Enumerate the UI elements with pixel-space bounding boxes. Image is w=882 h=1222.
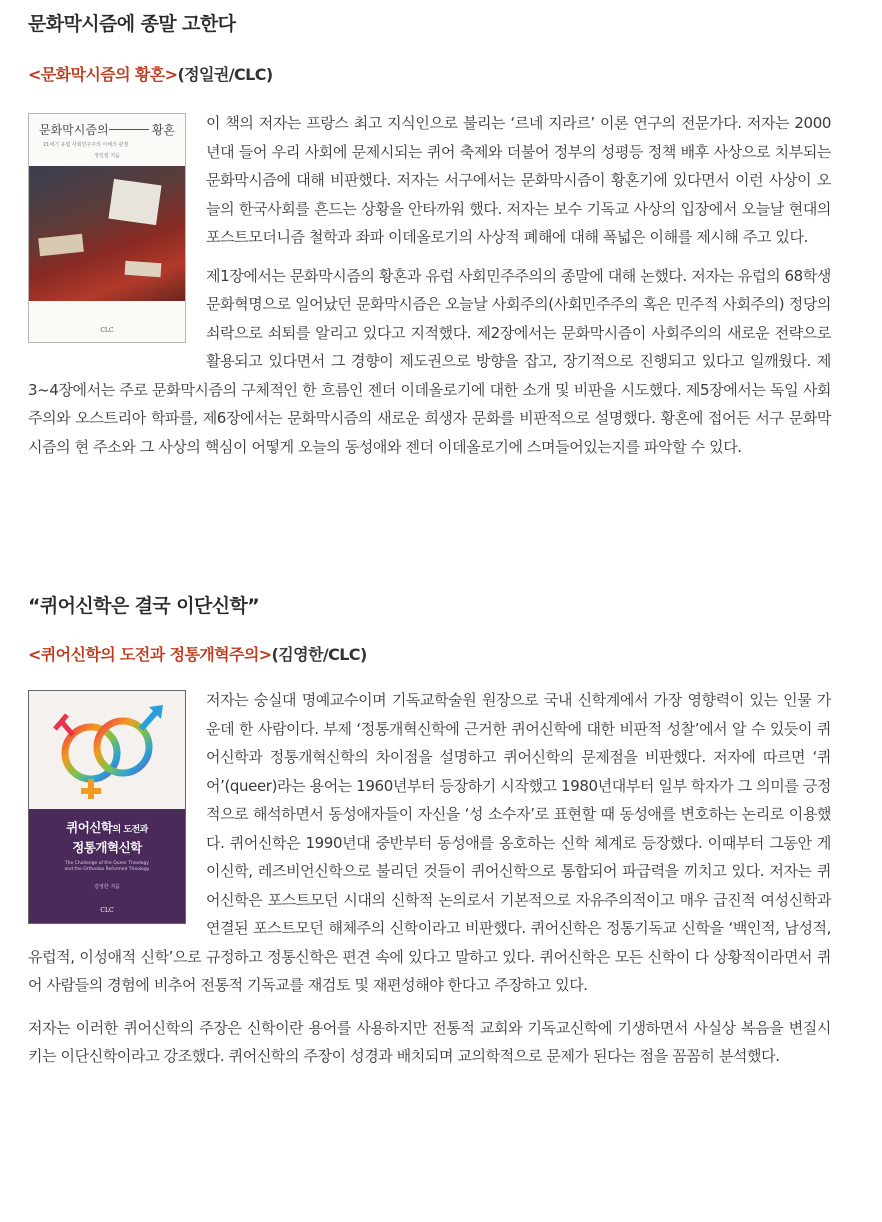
article1-book-line [28,62,273,85]
article1-book-cover [28,113,186,343]
article2-book-title: <퀴어신학의 도전과 정통개혁주의> [28,645,272,664]
gender-symbols-icon [29,691,185,809]
cover1-photo-sign [108,179,161,225]
cover2-title-main: 퀴어신학 [66,820,113,835]
article1-paragraph-1: 이 책의 저자는 프랑스 최고 지식인으로 불리는 ‘르네 지라르’ 이론 연구의 전문가다. 저자는 2000년대 들어 우리 사회에 문제시되는 퀴어 축제와 더불어 정부의 성평등 정책 배후 사상으로 치부되는 문화막시즘에 대해 비판했다. 저자는 서구에서는 문화막시즘이 황혼기에 있다면서 이런 사상이 오늘의 한국사회를 흔드는 상황을 안타까워 했다. 저자는 보수 기독교 사상의 입장에서 오늘날 현대의 포스트모더니즘 철학과 좌파 이데올로기의 사상적 폐해에 대해 폭넓은 이해를 제시해 주고 있다. [206,114,831,246]
article1-paragraph-2: 제1장에서는 문화막시즘의 황혼과 유럽 사회민주주의의 종말에 대해 논했다. 저자는 유럽의 68학생문화혁명으로 일어났던 문화막시즘은 오늘날 사회주의(사회민주주의 혹은 민주적 사회주의) 정당의 쇠락으로 쇠퇴를 알리고 있다고 지적했다. 제2장에서는 문화막시즘이 사회주의의 새로운 전략으로 활용되고 있다면서 그 경향이 제도권으로 방향을 잡고, 장기적으로 진행되고 있다고 일깨웠다. 제3~4장에서는 주로 문화막시즘의 구체적인 한 흐름인 젠더 이데올로기에 대한 소개 및 비판을 시도했다. 제5장에서는 독일 사회주의와 오스트리아 학파를, 제6장에서는 문화막시즘의 새로운 희생자 문화를 비판적으로 설명했다. 황혼에 접어든 서구 문화막시즘의 현 주소와 그 사상의 핵심이 어떻게 오늘의 동성애와 젠더 이데올로기에 스며들어있는지를 파악할 수 있다. [28,266,831,456]
cover1-protest-photo [29,166,185,301]
cover2-title [29,819,185,857]
cover1-photo-sign [38,234,84,257]
article1-body [28,113,831,461]
article1-book-author: (정일권/CLC) [177,65,273,84]
article2-paragraph-1: 저자는 숭실대 명예교수이며 기독교학술원 원장으로 국내 신학계에서 가장 영향력이 있는 인물 가운데 한 사람이다. 부제 ‘정통개혁신학에 근거한 퀴어신학에 대한 비판적 성찰’에서 알 수 있듯이 퀴어신학과 정통개혁신학의 차이점을 설명하고 퀴어신학의 문제점을 비판했다. 저자에 따르면 ‘퀴어’(queer)라는 용어는 1960년부터 등장하기 시작했고 1980년대부터 일부 학자가 그 의미를 긍정적으로 해석하면서 동성애자들이 자신을 ‘성 소수자’로 표현할 때 동성애를 변호하는 논리로 이용했다. 퀴어신학은 1990년대 중반부터 동성애를 옹호하는 신학 체계로 등장했다. 이때부터 그동안 게이신학, 레즈비언신학으로 불리던 것들이 퀴어신학으로 통합되어 파급력을 끼치고 있다. 저자는 퀴어신학은 포스트모던 시대의 신학적 논의로서 기본적으로 자유주의적이고 매우 급진적 여성신학과 연결된 포스트모던 해체주의 신학이라고 비판했다. 퀴어신학은 정통기독교 신학을 ‘백인적, 남성적, 유럽적, 이성애적 신학’으로 규정하고 정통신학은 편견 속에 있다고 말하고 있다. 퀴어신학은 모든 신학이 다 상황적이라면서 퀴어 사람들의 경험에 비추어 전통적 기독교를 재검토 및 재편성해야 한다고 주장하고 있다. [28,691,831,994]
article1-heading: 문화막시즘에 종말 고한다 [28,13,236,35]
cover2-english-line1: The Challenge of the Queer Theology [64,861,150,866]
cover2-symbol-area [29,691,185,809]
cover1-publisher: CLC [100,327,114,334]
article2-book-author: (김영한/CLC) [271,645,367,664]
article2-heading: “퀴어신학은 결국 이단신학” [28,595,260,617]
cover2-title-line2: 정통개혁신학 [72,840,142,855]
cover2-title-small: 의 도전과 [112,825,148,835]
cover1-title-right: 황혼 [151,123,175,137]
article2-paragraph-2: 저자는 이러한 퀴어신학의 주장은 신학이란 용어를 사용하지만 전통적 교회와 기독교신학에 기생하면서 사실상 복음을 변질시키는 이단신학이라고 강조했다. 퀴어신학의 주장이 성경과 배치되며 교의학적으로 문제가 된다는 점을 꼼꼼히 분석했다. [28,1018,831,1065]
article1-book-title: <문화막시즘의 황혼> [28,65,178,84]
article2-book-line [28,642,367,665]
cover2-english-title [29,861,185,873]
cover1-photo-sign [125,261,162,277]
cover1-author: 정일권 지음 [94,153,120,159]
article2-body [28,690,831,1071]
cover2-author: 김영한 지음 [94,884,120,890]
cover1-title-rule [109,129,149,130]
cover2-publisher: CLC [100,907,114,914]
cover2-english-line2: and the Orthodox Reformed Theology [64,867,150,872]
article2-book-cover [28,690,186,924]
cover1-title-left: 문화막시즘의 [39,123,109,137]
cover1-subtitle: 21세기 유럽 사회민주주의 이해의 관점 [43,142,129,148]
